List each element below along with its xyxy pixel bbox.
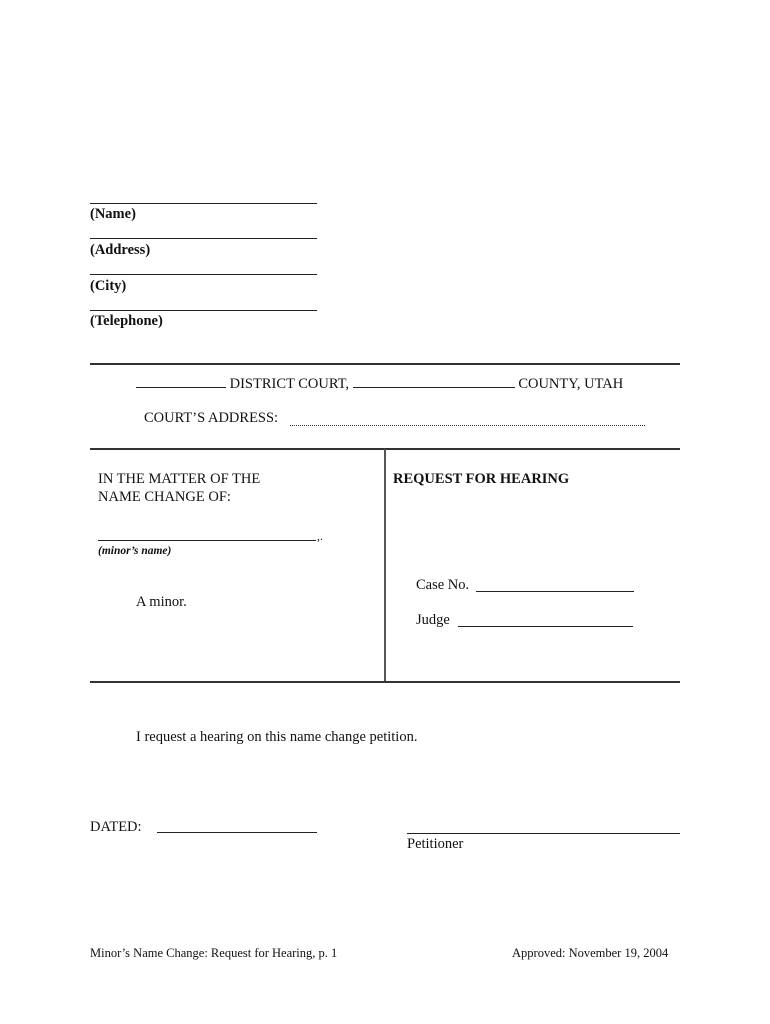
document-title: REQUEST FOR HEARING — [393, 471, 570, 487]
divider-top — [90, 363, 680, 365]
court-line — [136, 375, 623, 392]
telephone-line[interactable] — [90, 310, 317, 311]
dated-label: DATED: — [90, 819, 142, 835]
court-address-label: COURT’S ADDRESS: — [144, 410, 279, 426]
petitioner-signature-line[interactable] — [407, 833, 680, 834]
footer-left: Minor’s Name Change: Request for Hearing, p. 1 — [90, 946, 338, 960]
matter-line-1: IN THE MATTER OF THE — [98, 471, 261, 487]
case-no-line[interactable] — [476, 591, 634, 592]
caption-divider — [384, 449, 386, 682]
judge-label: Judge — [416, 612, 450, 628]
city-line[interactable] — [90, 274, 317, 275]
matter-line-2: NAME CHANGE OF: — [98, 489, 231, 505]
minor-name-line[interactable] — [98, 540, 316, 541]
name-line[interactable] — [90, 203, 317, 204]
city-label: (City) — [90, 278, 127, 294]
court-address-line[interactable] — [290, 425, 645, 426]
county-utah-label: COUNTY, UTAH — [518, 376, 624, 392]
judge-line[interactable] — [458, 626, 633, 627]
divider-bottom — [90, 681, 680, 683]
dated-line[interactable] — [157, 832, 317, 833]
minor-name-label: (minor’s name) — [98, 545, 172, 557]
district-blank[interactable] — [136, 375, 226, 388]
petitioner-label: Petitioner — [407, 836, 464, 852]
a-minor-label: A minor. — [136, 594, 187, 610]
minor-name-comma: ,. — [317, 529, 323, 543]
address-label: (Address) — [90, 242, 151, 258]
case-no-label: Case No. — [416, 577, 470, 593]
footer-right: Approved: November 19, 2004 — [512, 946, 669, 960]
address-line[interactable] — [90, 238, 317, 239]
district-court-label: DISTRICT COURT, — [229, 376, 350, 392]
telephone-label: (Telephone) — [90, 313, 163, 329]
name-label: (Name) — [90, 206, 136, 222]
request-text: I request a hearing on this name change petition. — [136, 729, 418, 745]
county-blank[interactable] — [353, 375, 515, 388]
